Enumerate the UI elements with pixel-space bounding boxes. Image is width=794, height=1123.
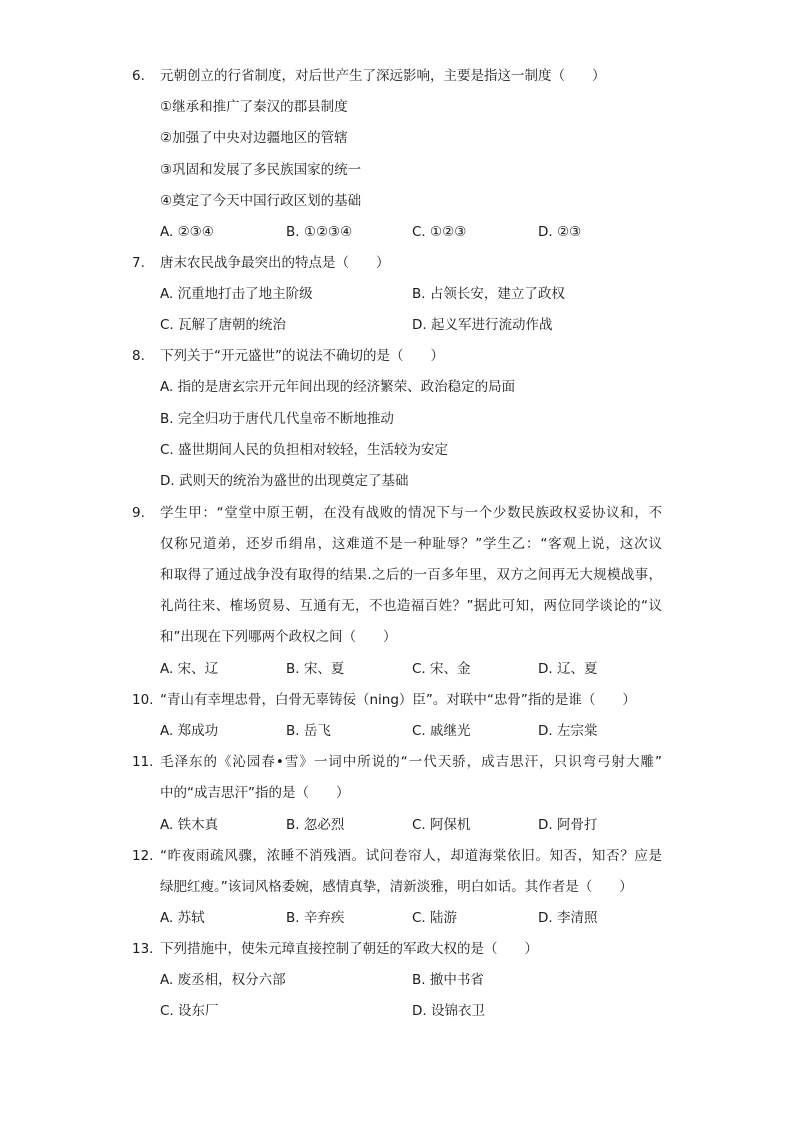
question-number: 11. — [132, 754, 154, 770]
option-a[interactable]: A. 郑成功 — [160, 723, 219, 739]
option-a[interactable]: A. 指的是唐玄宗开元年间出现的经济繁荣、政治稳定的局面 — [160, 379, 516, 395]
option-c[interactable]: C. ①②③ — [412, 224, 467, 240]
option-d[interactable]: D. 武则天的统治为盛世的出现奠定了基础 — [160, 473, 409, 489]
option-a[interactable]: A. 沉重地打击了地主阶级 — [160, 286, 313, 302]
option-a[interactable]: A. ②③④ — [160, 224, 214, 240]
option-d[interactable]: D. 辽、夏 — [538, 661, 598, 677]
statement-item: ①继承和推广了秦汉的郡县制度 — [160, 99, 348, 115]
question-stem: 下列措施中，使朱元璋直接控制了朝廷的军政大权的是（ ） — [160, 941, 538, 957]
option-d[interactable]: D. 设锦衣卫 — [412, 1003, 485, 1019]
option-b[interactable]: B. 宋、夏 — [286, 661, 345, 677]
option-d[interactable]: D. 左宗棠 — [538, 723, 598, 739]
question-stem-line: 毛泽东的《沁园春•雪》一词中所说的“一代天骄，成吉思汗，只识弯弓射大雕” — [160, 754, 662, 770]
question-number: 9. — [132, 505, 145, 521]
option-b[interactable]: B. 岳飞 — [286, 723, 331, 739]
option-d[interactable]: D. 李清照 — [538, 910, 598, 926]
option-b[interactable]: B. ①②③④ — [286, 224, 353, 240]
statement-item: ④奠定了今天中国行政区划的基础 — [160, 193, 362, 209]
option-c[interactable]: C. 陆游 — [412, 910, 458, 926]
question-number: 7. — [132, 255, 145, 271]
option-c[interactable]: C. 瓦解了唐朝的统治 — [160, 317, 287, 333]
question-stem-line: 和”出现在下列哪两个政权之间（ ） — [160, 629, 397, 645]
option-b[interactable]: B. 辛弃疾 — [286, 910, 345, 926]
option-a[interactable]: A. 苏轼 — [160, 910, 205, 926]
question-number: 10. — [132, 692, 154, 708]
option-a[interactable]: A. 废丞相，权分六部 — [160, 972, 286, 988]
statement-item: ②加强了中央对边疆地区的管辖 — [160, 130, 348, 146]
question-stem-line: 和取得了通过战争没有取得的结果.之后的一百多年里，双方之间再无大规模战事， — [160, 567, 662, 583]
question-number: 6. — [132, 68, 145, 84]
option-a[interactable]: A. 铁木真 — [160, 817, 219, 833]
question-stem: 唐末农民战争最突出的特点是（ ） — [160, 255, 390, 271]
question-stem-line: “昨夜雨疏风骤，浓睡不消残酒。试问卷帘人，却道海棠依旧。知否，知否？应是 — [160, 848, 662, 864]
question-stem-line: 礼尚往来、榷场贸易、互通有无，不也造福百姓？”据此可知，两位同学谈论的“议 — [160, 598, 662, 614]
question-number: 12. — [132, 848, 154, 864]
option-c[interactable]: C. 盛世期间人民的负担相对较轻，生活较为安定 — [160, 442, 449, 458]
question-stem-line: 学生甲：“堂堂中原王朝，在没有战败的情况下与一个少数民族政权妥协议和，不 — [160, 505, 662, 521]
question-number: 8. — [132, 348, 145, 364]
question-stem-line: 仅称兄道弟，还岁币绢帛，这难道不是一种耻辱？”学生乙：“客观上说，这次议 — [160, 536, 662, 552]
option-d[interactable]: D. 起义军进行流动作战 — [412, 317, 553, 333]
option-c[interactable]: C. 宋、金 — [412, 661, 471, 677]
option-d[interactable]: D. 阿骨打 — [538, 817, 598, 833]
option-b[interactable]: B. 完全归功于唐代几代皇帝不断地推动 — [160, 411, 394, 427]
option-d[interactable]: D. ②③ — [538, 224, 582, 240]
option-b[interactable]: B. 忽必烈 — [286, 817, 345, 833]
question-number: 13. — [132, 941, 154, 957]
question-stem: 元朝创立的行省制度，对后世产生了深远影响，主要是指这一制度（ ） — [160, 68, 606, 84]
statement-item: ③巩固和发展了多民族国家的统一 — [160, 162, 362, 178]
option-c[interactable]: C. 戚继光 — [412, 723, 471, 739]
option-c[interactable]: C. 阿保机 — [412, 817, 471, 833]
option-b[interactable]: B. 撤中书省 — [412, 972, 484, 988]
question-stem: 下列关于“开元盛世”的说法不确切的是（ ） — [160, 348, 444, 364]
question-stem-line: 中的“成吉思汗”指的是（ ） — [160, 785, 350, 801]
question-stem-line: 绿肥红瘦。”该词风格委婉，感情真挚，清新淡雅，明白如话。其作者是（ ） — [160, 879, 633, 895]
option-b[interactable]: B. 占领长安，建立了政权 — [412, 286, 565, 302]
question-stem: “青山有幸埋忠骨，白骨无辜铸佞（ning）臣”。对联中“忠骨”指的是谁（ ） — [160, 692, 636, 708]
option-c[interactable]: C. 设东厂 — [160, 1003, 219, 1019]
option-a[interactable]: A. 宋、辽 — [160, 661, 219, 677]
